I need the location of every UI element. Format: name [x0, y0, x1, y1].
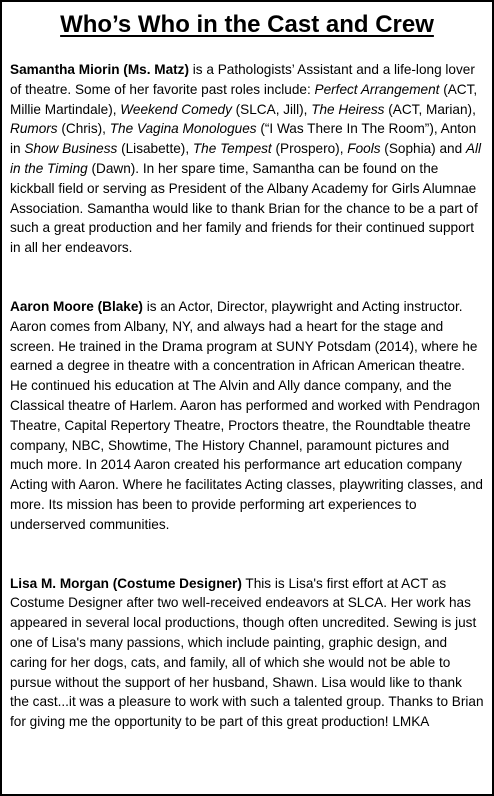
role-title: All in the Timing [10, 141, 482, 176]
bio-text: (ACT, Millie Martindale), [10, 81, 478, 117]
bio-name: Samantha Miorin (Ms. Matz) [10, 62, 189, 77]
role-title: The Heiress [311, 101, 385, 117]
bio-text: (Dawn). In her spare time, Samantha can be found on the kickball field or serving as President of the Albany Academy for Girls Alumnae Association. Samantha would like to thank Brian for the chance to be a part of such a great production and her family and friends for their continued support in all her endeavors. [10, 160, 478, 256]
bio-text: is an Actor, Director, playwright and Acting instructor. Aaron comes from Albany, NY, and always had a heart for the stage and screen. He trained in the Drama program at SUNY Potsdam (2014), where he earned a degree in theatre with a concentration in African American theatre. He continued his education at The Alvin and Ally dance company, and the Classical theatre of Harlem. Aaron has performed and worked with Pendragon Theatre, Capital Repertory Theatre, Proctors theatre, the Roundtable theatre company, NBC, Showtime, The History Channel, paramount pictures and much more. In 2014 Aaron created his performance art education company Acting with Aaron. Where he facilitates Acting classes, playwriting classes, and more. Its mission has been to provide performing art experiences to underserved communities. [10, 298, 483, 532]
bio-text: (Chris), [57, 121, 110, 137]
bio-name: Aaron Moore (Blake) [10, 298, 143, 314]
bio-text: (“I Was There In The Room”), Anton in [10, 121, 477, 157]
bio-samantha-miorin [10, 60, 484, 258]
bio-text: (SLCA, Jill), [231, 101, 312, 117]
page-title: Who’s Who in the Cast and Crew [60, 11, 434, 38]
bio-text: (Lisabette), [117, 141, 193, 157]
role-title: Show Business [24, 141, 118, 157]
role-title: Perfect Arrangement [314, 81, 440, 97]
role-title: Fools [347, 141, 381, 157]
role-title: The Tempest [192, 141, 272, 157]
bio-text: This is Lisa's first effort at ACT as Costume Designer after two well-received endeavors at SLCA. Her work has appeared in several local productions, though often uncredited. Sewing is just one of Lisa's many passions, which include painting, graphic design, and caring for her dogs, cats, and family, all of which she would not be able to pursue without the support of her husband, Shawn. Lisa would like to thank the cast...it was a pleasure to work with such a talented group. Thanks to Brian for giving me the opportunity to be part of this great production! LMKA [10, 575, 484, 730]
bio-text: (Prospero), [271, 141, 348, 157]
bio-lisa-morgan [10, 574, 484, 732]
role-title: Rumors [10, 121, 58, 137]
bio-aaron-moore [10, 297, 484, 535]
role-title: The Vagina Monologues [109, 121, 257, 137]
bio-name: Lisa M. Morgan (Costume Designer) [10, 575, 242, 591]
bio-text: is a Pathologists’ Assistant and a life-long lover of theatre. Some of her favorite past roles include: [10, 62, 475, 97]
bio-text: (ACT, Marian), [384, 101, 476, 117]
role-title: Weekend Comedy [120, 101, 232, 117]
bio-text: (Sophia) and [380, 141, 466, 157]
